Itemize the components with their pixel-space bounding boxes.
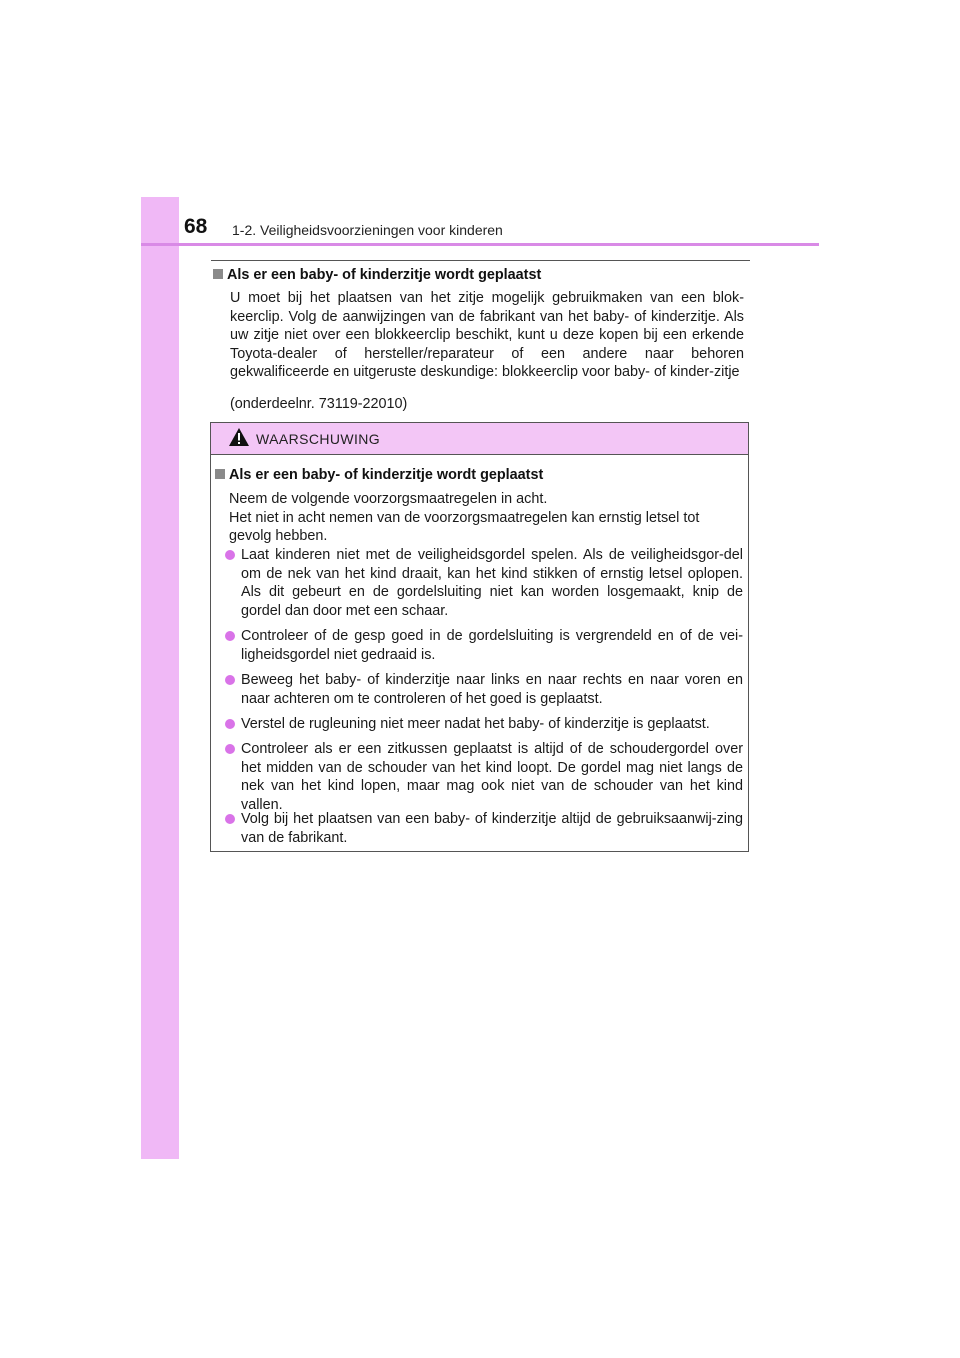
warning-bullet [225,671,743,708]
bullet-dot-icon [225,675,235,685]
warning-heading [215,467,543,483]
page-number: 68 [184,215,208,238]
bullet-dot-icon [225,719,235,729]
warning-bullet-text: Controleer als er een zitkussen geplaatst is altijd of de schoudergordel over het midden van de schouder van het kind loopt. De gordel mag niet langs de nek van het kind lopen, maar mag ook niet van de schouder van het kind vallen. [241,741,743,813]
warning-bullet-text: Controleer of de gesp goed in de gordelsluiting is vergrendeld en of de vei-ligheidsgordel niet gedraaid is. [241,628,743,663]
bullet-dot-icon [225,550,235,560]
warning-label: WAARSCHUWING [256,431,381,447]
section-body: U moet bij het plaatsen van het zitje mogelijk gebruikmaken van een blok-keerclip. Volg de aanwijzingen van de fabrikant van het baby- of kinderzitje. Als uw zitje niet over een blokkeerclip beschikt, kunt u deze kopen bij een erkende Toyota-dealer of hersteller/reparateur of een andere naar behoren gekwalificeerde en uitgeruste deskundige: blokkeerclip voor baby- of kinder-zitje [230,290,744,381]
warning-triangle-icon [228,427,250,447]
content-top-rule [211,260,750,261]
square-bullet-icon [213,269,223,279]
warning-intro: Neem de volgende voorzorgsmaatregelen in acht. Het niet in acht nemen van de voorzorgsmaatregelen kan ernstig letsel tot gevolg hebben. [229,491,700,545]
bullet-dot-icon [225,814,235,824]
warning-bullet-text: Verstel de rugleuning niet meer nadat het baby- of kinderzitje is geplaatst. [241,716,710,732]
warning-bullet [225,546,743,620]
warning-bullet-text: Beweeg het baby- of kinderzitje naar links en naar rechts en naar voren en naar achteren om te controleren of het goed is geplaatst. [241,672,743,707]
warning-bullet-text: Volg bij het plaatsen van een baby- of kinderzitje altijd de gebruiksaanwij-zing van de fabrikant. [241,811,743,846]
section-heading [213,267,541,283]
warning-header [211,423,748,455]
part-number: (onderdeelnr. 73119-22010) [230,396,408,412]
warning-box [210,422,749,852]
warning-bullet [225,715,743,734]
page-sidebar-tab [141,197,179,1159]
warning-bullet [225,740,743,814]
section-title: 1-2. Veiligheidsvoorzieningen voor kinderen [232,222,503,238]
bullet-dot-icon [225,744,235,754]
warning-heading-text: Als er een baby- of kinderzitje wordt geplaatst [229,467,544,483]
warning-bullet [225,810,743,847]
bullet-dot-icon [225,631,235,641]
header-rule [141,243,819,246]
warning-bullet-text: Laat kinderen niet met de veiligheidsgordel spelen. Als de veiligheidsgor-del om de nek van het kind draait, kan het kind stikken of ernstig letsel oplopen. Als dit gebeurt en de gordelsluiting niet kan worden losgemaakt, knip de gordel dan door met een schaar. [241,547,743,619]
warning-bullet [225,627,743,664]
square-bullet-icon [215,469,225,479]
section-heading-text: Als er een baby- of kinderzitje wordt geplaatst [227,267,542,283]
